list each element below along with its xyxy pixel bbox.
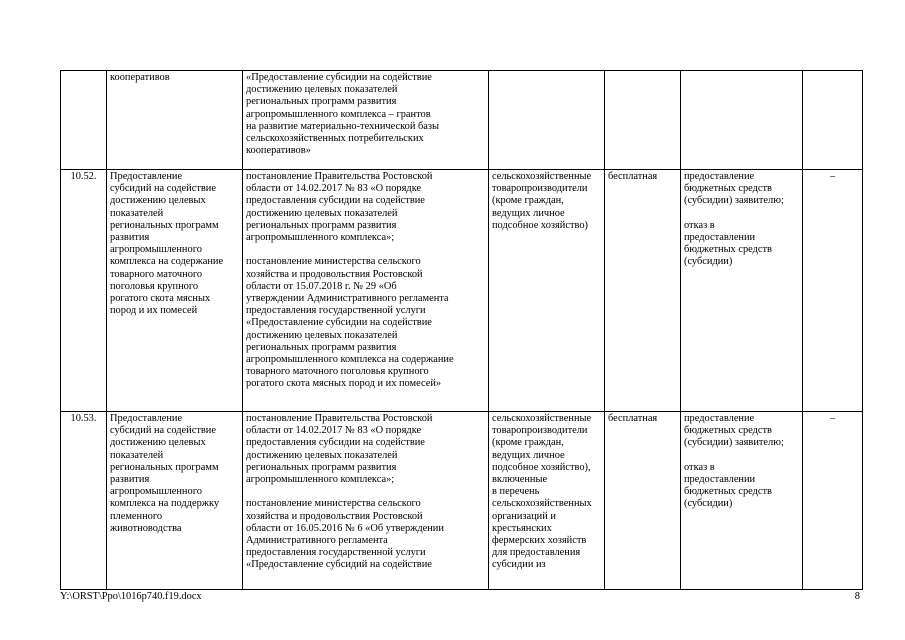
text-line: (кроме граждан, — [492, 437, 564, 449]
text-line — [684, 450, 799, 462]
table-row — [61, 71, 863, 170]
cost — [605, 71, 681, 170]
text-line — [684, 208, 799, 220]
text-line: (субсидии) заявителю; — [684, 437, 784, 449]
text-line: (кроме граждан, — [492, 195, 564, 207]
text-line: области от 15.07.2018 г. № 29 «Об — [246, 280, 397, 292]
text-line: достижению целевых показателей — [246, 329, 398, 341]
text-line: бюджетных средств — [684, 183, 772, 195]
text-line: для предоставления — [492, 547, 581, 559]
text-line: предоставления государственной услуги — [246, 547, 426, 559]
text-line: (субсидии) — [684, 498, 733, 510]
text-line: рогатого скота мясных — [110, 293, 211, 305]
text-line: агропромышленного — [110, 486, 202, 498]
text-line: подсобное хозяйство) — [492, 219, 589, 231]
text-line: достижению целевых показателей — [246, 207, 398, 219]
text-line: «Предоставление субсидий на содействие — [246, 559, 432, 571]
text-line: предоставления субсидии на содействие — [246, 195, 425, 207]
text-line: бюджетных средств — [684, 486, 772, 498]
text-line: агропромышленного комплекса – грантов — [246, 108, 431, 120]
text-line: сельскохозяйственные — [492, 413, 592, 424]
text-line: комплекса на поддержку — [110, 498, 220, 510]
text-line: предоставление — [684, 413, 755, 424]
legal-basis — [243, 412, 489, 590]
text-line: товаропроизводители — [492, 183, 588, 195]
text-line: агропромышленного комплекса»; — [246, 474, 395, 486]
text-line: ведущих личное — [492, 207, 565, 219]
text-line: поголовья крупного — [110, 280, 199, 292]
text-line: племенного — [110, 510, 163, 522]
table-row — [61, 170, 863, 412]
text-line: агропромышленного комплекса»; — [246, 232, 395, 244]
text-line: агропромышленного — [110, 244, 202, 256]
text-line: (субсидии) — [684, 256, 733, 268]
text-line: постановление Правительства Ростовской — [246, 171, 433, 182]
text-line: постановление министерства сельского — [246, 498, 421, 510]
text-line: предоставлении — [684, 232, 756, 243]
text-line: достижению целевых — [110, 437, 206, 449]
text-line: достижению целевых показателей — [246, 84, 398, 96]
text-line: субсидии из — [492, 559, 546, 571]
text-line: отказ в — [684, 219, 715, 231]
text-line: региональных программ развития — [246, 96, 397, 108]
cost: бесплатная — [605, 412, 681, 590]
text-line: отказ в — [684, 461, 715, 473]
result — [681, 170, 803, 412]
row-number: 10.53. — [61, 412, 107, 590]
text-line: кооперативов» — [246, 145, 311, 157]
text-line: предоставлении — [684, 474, 756, 485]
text-line — [246, 486, 485, 498]
text-line: животноводства — [110, 522, 182, 534]
row-number — [61, 71, 107, 170]
text-line: региональных программ развития — [246, 461, 397, 473]
text-line: рогатого скота мясных пород и их помесей» — [246, 378, 442, 390]
text-line: Предоставление — [110, 171, 183, 182]
text-line: агропромышленного комплекса на содержание — [246, 354, 454, 366]
text-line: области от 14.02.2017 № 83 «О порядке — [246, 425, 422, 437]
text-line: предоставления субсидии на содействие — [246, 437, 425, 449]
text-line: включенные — [492, 474, 548, 486]
text-line: предоставления государственной услуги — [246, 305, 426, 317]
text-line: комплекса на содержание — [110, 256, 224, 268]
text-line: кооперативов — [110, 72, 170, 83]
text-line: товарного маточного — [110, 268, 203, 280]
legal-basis — [243, 71, 489, 170]
text-line: сельскохозяйственных — [492, 498, 592, 510]
text-line: ведущих личное — [492, 449, 565, 461]
text-line: в перечень — [492, 486, 540, 498]
text-line: показателей — [110, 449, 164, 461]
text-line: подсобное хозяйство), — [492, 461, 591, 473]
text-line: субсидий на содействие — [110, 425, 216, 437]
row-number: 10.52. — [61, 170, 107, 412]
text-line: пород и их помесей — [110, 305, 198, 317]
text-line: области от 16.05.2016 № 6 «Об утверждении — [246, 522, 444, 534]
text-line: (субсидии) заявителю; — [684, 195, 784, 207]
text-line: региональных программ — [110, 219, 219, 231]
text-line: Предоставление — [110, 413, 183, 424]
text-line: организаций и — [492, 510, 556, 522]
text-line: сельскохозяйственные — [492, 171, 592, 182]
text-line: на развитие материально-технической базы — [246, 120, 439, 132]
table-row — [61, 412, 863, 590]
text-line: достижению целевых — [110, 195, 206, 207]
text-line: показателей — [110, 207, 164, 219]
text-line: достижению целевых показателей — [246, 449, 398, 461]
text-line — [246, 244, 485, 256]
recipients — [489, 412, 605, 590]
text-line: бюджетных средств — [684, 244, 772, 256]
text-line: Административного регламента — [246, 535, 388, 547]
text-line: региональных программ развития — [246, 341, 397, 353]
text-line: развития — [110, 474, 150, 486]
extra-column — [803, 71, 863, 170]
text-line: «Предоставление субсидии на содействие — [246, 317, 432, 329]
text-line: товарного маточного поголовья крупного — [246, 366, 429, 378]
recipients — [489, 170, 605, 412]
text-line: региональных программ — [110, 461, 219, 473]
text-line: субсидий на содействие — [110, 183, 216, 195]
extra-column: – — [803, 170, 863, 412]
text-line: товаропроизводители — [492, 425, 588, 437]
cost: бесплатная — [605, 170, 681, 412]
service-name — [107, 71, 243, 170]
footer-file-path: Y:\ORST\Ppo\1016p740.f19.docx — [60, 591, 202, 602]
services-table — [60, 70, 863, 590]
text-line: сельскохозяйственных потребительских — [246, 133, 424, 145]
text-line: развития — [110, 232, 150, 244]
text-line: утверждении Административного регламента — [246, 293, 449, 305]
text-line: региональных программ развития — [246, 219, 397, 231]
text-line: постановление Правительства Ростовской — [246, 413, 433, 424]
text-line: крестьянских — [492, 522, 552, 534]
page-number: 8 — [854, 591, 860, 602]
recipients — [489, 71, 605, 170]
result — [681, 71, 803, 170]
text-line: хозяйства и продовольствия Ростовской — [246, 510, 423, 522]
extra-column: – — [803, 412, 863, 590]
text-line: «Предоставление субсидии на содействие — [246, 72, 432, 83]
text-line: предоставление — [684, 171, 755, 182]
text-line: хозяйства и продовольствия Ростовской — [246, 268, 423, 280]
service-name — [107, 412, 243, 590]
service-name — [107, 170, 243, 412]
legal-basis — [243, 170, 489, 412]
text-line: фермерских хозяйств — [492, 535, 587, 547]
result — [681, 412, 803, 590]
text-line: области от 14.02.2017 № 83 «О порядке — [246, 183, 422, 195]
text-line: бюджетных средств — [684, 425, 772, 437]
text-line: постановление министерства сельского — [246, 256, 421, 268]
